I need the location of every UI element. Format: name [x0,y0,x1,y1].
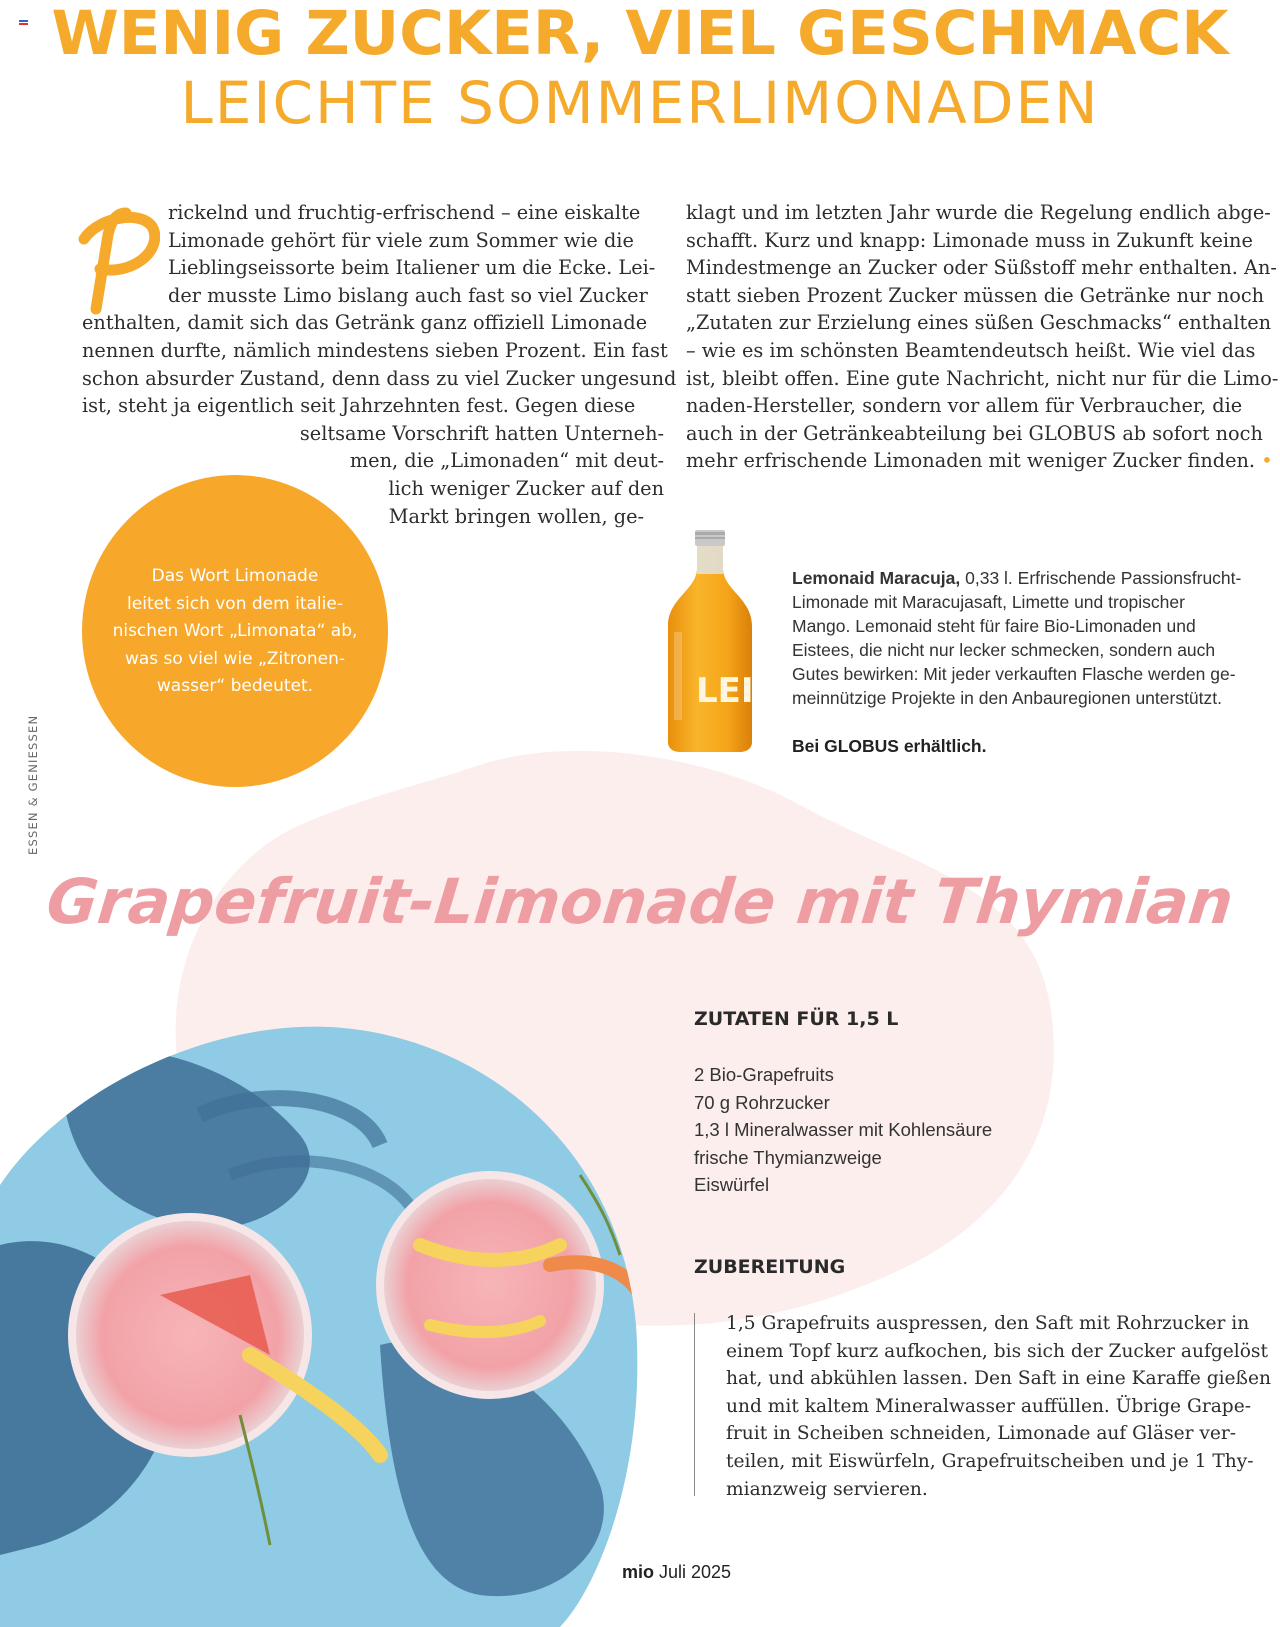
preparation-line: 1,5 Grapefruits auspressen, den Saft mit Rohrzucker in [726,1313,1250,1334]
preparation-heading: ZUBEREITUNG [694,1256,846,1278]
text-line-last [686,447,1273,475]
text-line: auch in der Getränkeabteilung bei GLOBUS ab sofort noch [686,421,1263,445]
fact-line: wasser“ bedeutet. [156,676,314,696]
ingredient-item: frische Thymianzweige [694,1146,882,1168]
page-footer [622,1562,731,1583]
text-line: enthalten, damit sich das Getränk ganz offiziell Limonade [82,311,648,335]
text-line: – wie es im schönsten Beamtendeutsch heißt. Wie viel das [686,339,1256,362]
text-line: Lieblingseissorte beim Italiener um die Ecke. Lei- [168,256,656,280]
product-line: Eistees, die nicht nur lecker schmecken, sondern auch [792,640,1216,660]
text-line: schon absurder Zustand, denn dass zu viel Zucker ungesund [82,366,677,390]
product-line: meinnützige Projekte in den Anbauregionen unterstützt. [792,688,1223,708]
divider [694,1313,695,1496]
text-line: ist, bleibt offen. Eine gute Nachricht, nicht nur für die Limo- [686,366,1279,390]
ingredient-item: 70 g Rohrzucker [694,1091,830,1113]
fact-line: was so viel wie „Zitronen- [124,648,346,669]
bottle-label: LEI [696,671,754,711]
section-label: ESSEN & GENIESSEN [26,714,40,855]
fact-circle [82,475,388,787]
text-line: Limonade gehört für viele zum Sommer wie die [168,228,634,252]
ingredient-item: Eiswürfel [694,1174,770,1195]
subheadline: LEICHTE SOMMERLIMONADEN [180,69,1100,137]
preparation-line: hat, und abkühlen lassen. Den Saft in eine Karaffe gießen [726,1368,1271,1390]
fact-line: nischen Wort „Limonata“ ab, [112,621,358,641]
text-line: der musste Limo bislang auch fast so viel Zucker [168,283,648,307]
footer-issue: Juli 2025 [654,1562,732,1582]
availability-note: Bei GLOBUS erhältlich. [792,736,987,756]
text-line: statt sieben Prozent Zucker müssen die Getränke nur noch [686,283,1265,307]
product-line: Gutes bewirken: Mit jeder verkauften Flasche werden ge- [792,664,1236,684]
preparation-line: einem Topf kurz aufkochen, bis sich der Zucker aufgelöst [726,1340,1268,1362]
ingredient-item: 2 Bio-Grapefruits [694,1064,834,1085]
fact-line: Das Wort Limonade [151,566,319,586]
text-line: rickelnd und fruchtig-erfrischend – eine eiskalte [168,201,641,224]
text-line: lich weniger Zucker auf den [388,477,664,500]
lemonade-bottle-image [660,528,760,754]
text-line: schafft. Kurz und knapp: Limonade muss in Zukunft keine [686,228,1253,252]
fact-line: leitet sich von dem italie- [127,593,343,614]
product-name: Lemonaid Maracuja, [792,568,961,588]
drop-cap-text: P [119,265,120,266]
ingredients-heading: ZUTATEN FÜR 1,5 L [694,1008,899,1030]
drop-cap-letter [78,205,160,317]
preparation-line: fruit in Scheiben schneiden, Limonade auf Gläser ver- [726,1423,1237,1445]
text-line: „Zutaten zur Erzielung eines süßen Geschmacks“ enthalten [686,311,1272,335]
product-line: Mango. Lemonaid steht für faire Bio-Limonaden und [792,616,1196,636]
end-mark: • [1261,449,1273,473]
recipe-title: Grapefruit-Limonade mit Thymian [43,865,1237,938]
footer-brand: mio [622,1562,655,1582]
ingredient-item: 1,3 l Mineralwasser mit Kohlensäure [694,1119,993,1140]
product-line: Limonade mit Maracujasaft, Limette und tropischer [792,592,1185,612]
text-line: naden-Hersteller, sondern vor allem für Verbraucher, die [686,394,1243,418]
text-line: seltsame Vorschrift hatten Unterneh- [299,421,664,445]
text-line: Markt bringen wollen, ge- [388,504,644,528]
preparation-line: und mit kaltem Mineralwasser auffüllen. Übrige Grape- [726,1395,1251,1417]
text-line: mehr erfrischende Limonaden mit weniger Zucker finden. [686,449,1256,473]
preparation-line: teilen, mit Eiswürfeln, Grapefruitscheiben und je 1 Thy- [726,1451,1254,1472]
text-line: men, die „Limonaden“ mit deut- [349,449,664,473]
preparation-line: mianzweig servieren. [726,1478,928,1500]
text-line: Mindestmenge an Zucker oder Süßstoff mehr enthalten. An- [686,256,1277,280]
headline: WENIG ZUCKER, VIEL GESCHMACK [51,0,1229,69]
product-first-line [792,566,1241,590]
lemonade-glasses-photo [0,1025,640,1627]
text-line: nennen durfte, nämlich mindestens sieben Prozent. Ein fast [82,339,668,362]
product-line: 0,33 l. Erfrischende Passionsfrucht- [960,568,1242,588]
text-line: klagt und im letzten Jahr wurde die Regelung endlich abge- [686,201,1271,224]
text-line: ist, steht ja eigentlich seit Jahrzehnten fest. Gegen diese [82,394,636,418]
